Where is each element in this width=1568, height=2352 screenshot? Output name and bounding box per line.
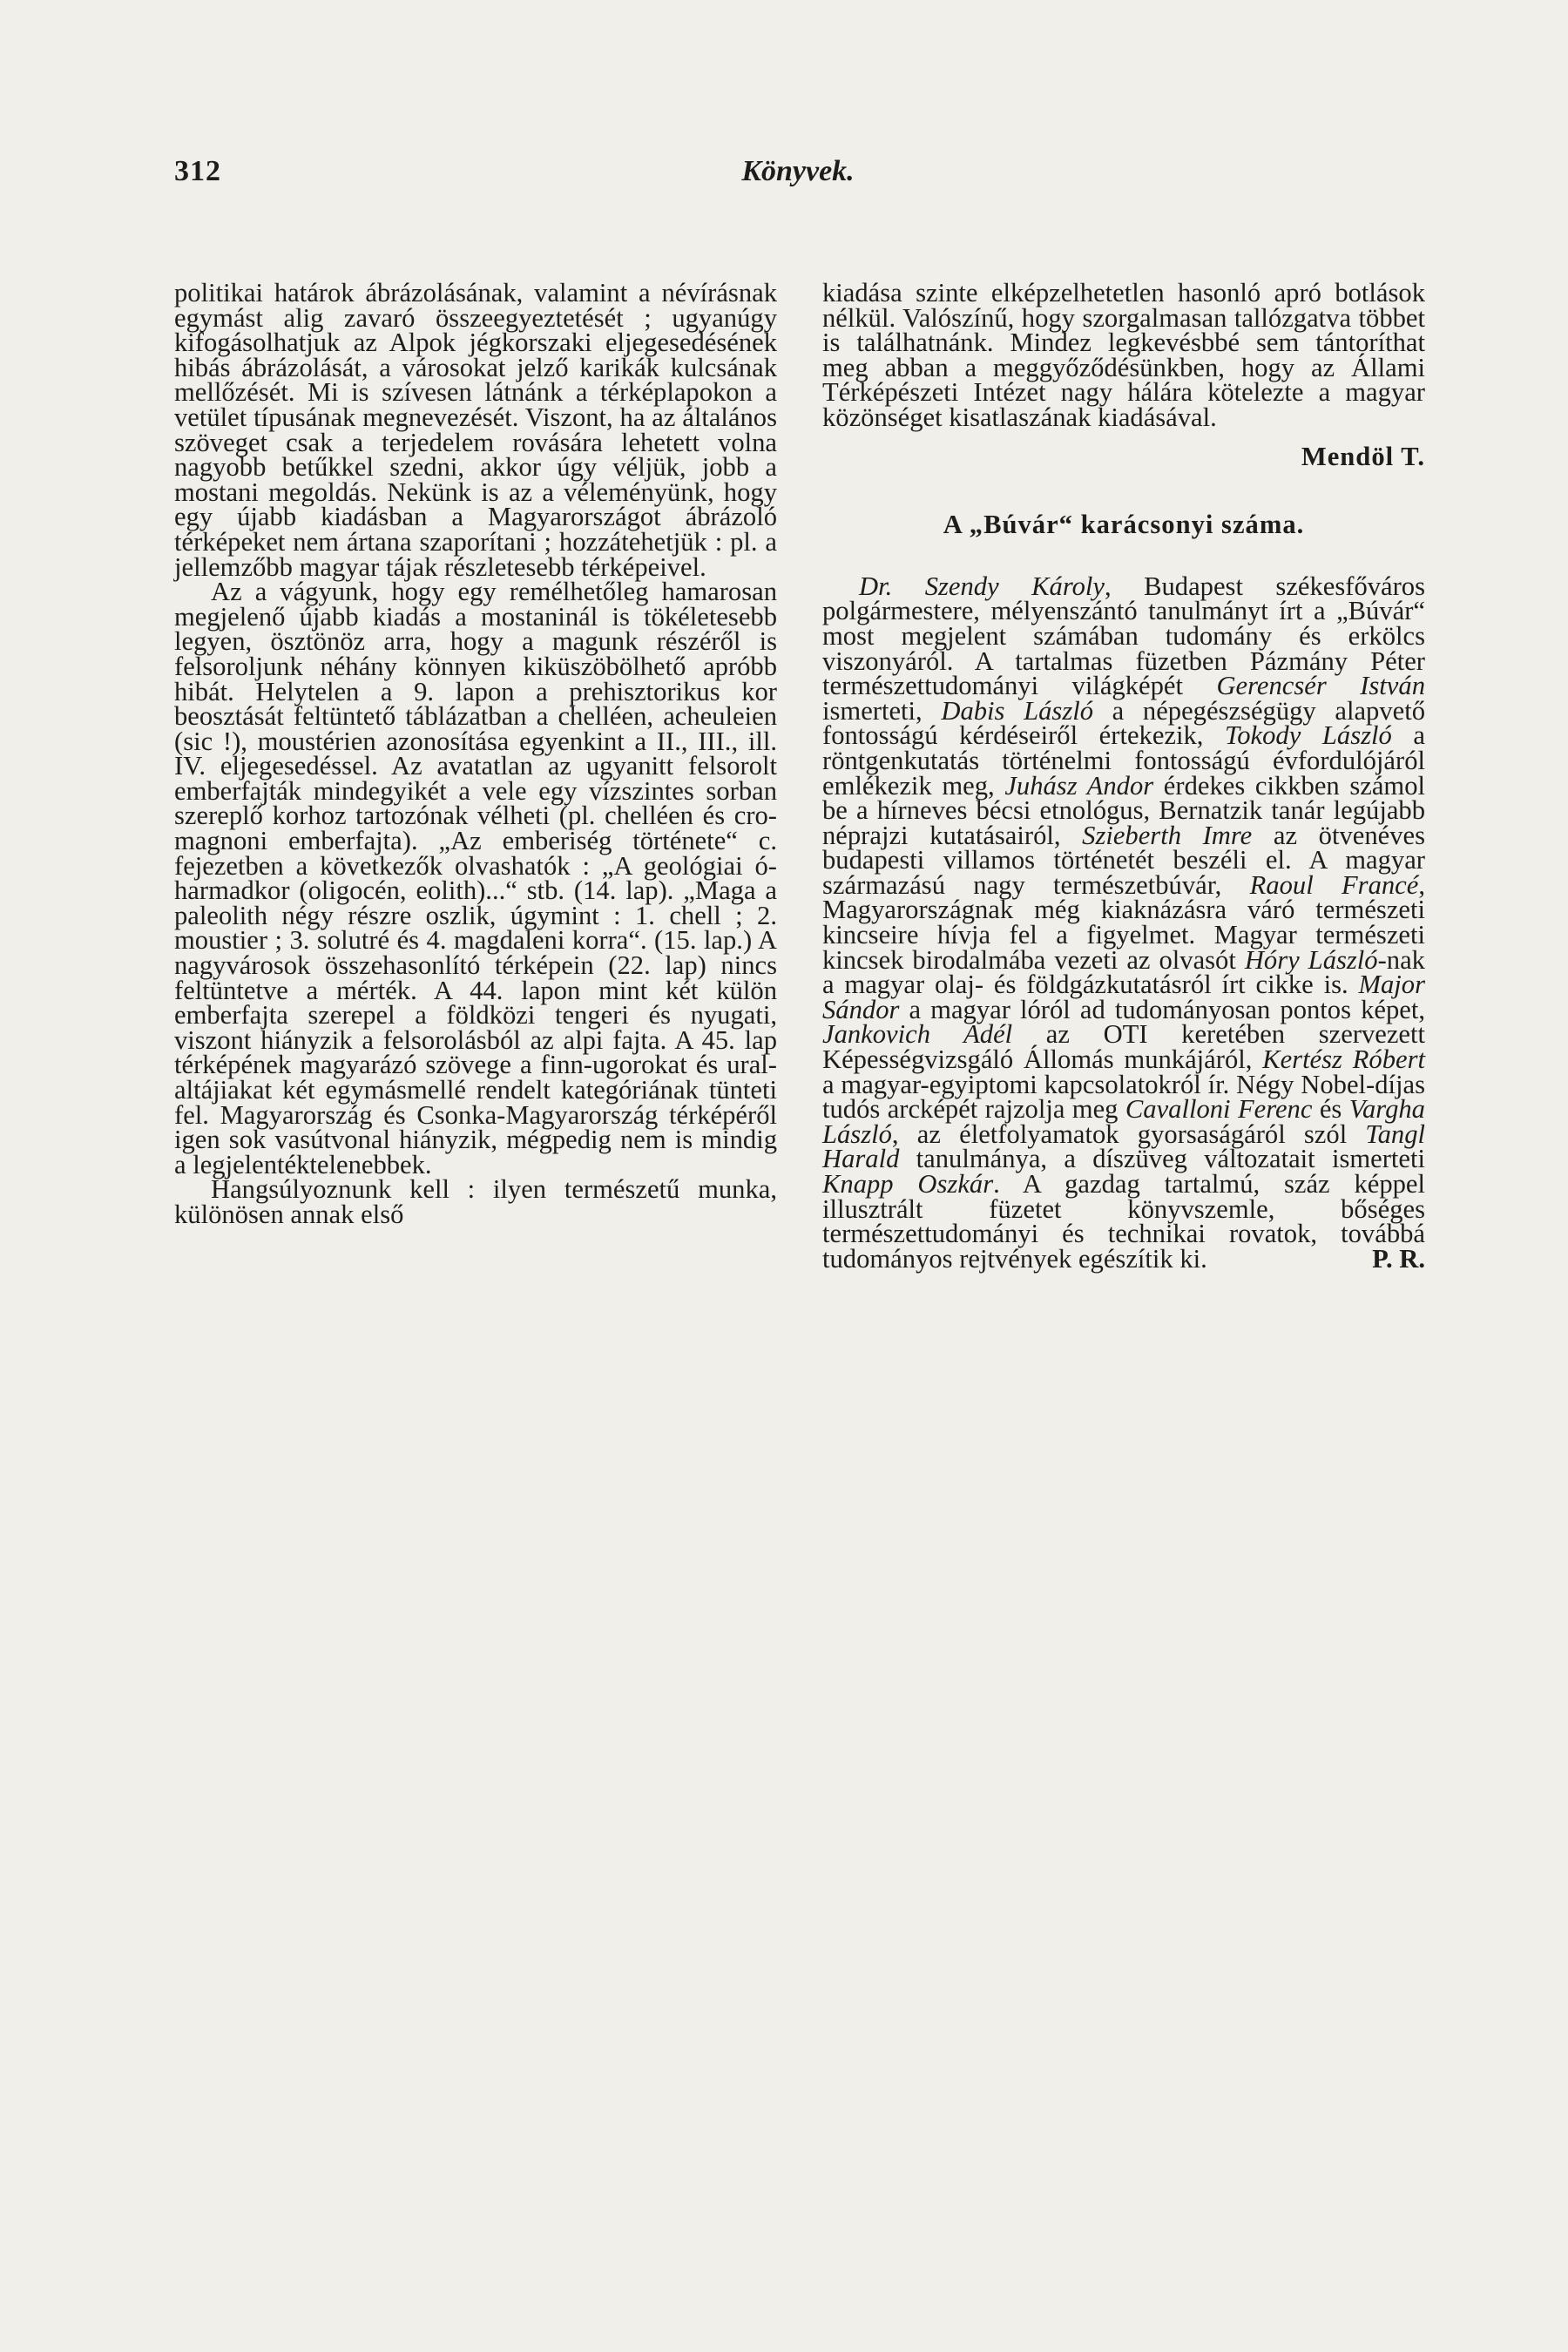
person-name: Hóry László (1244, 944, 1378, 975)
person-name: Juhász Andor (1004, 770, 1154, 801)
text-run: , az életfolyamatok gyorsaságáról szól (891, 1119, 1366, 1149)
right-paragraph-2 (822, 571, 1426, 1274)
page-header (174, 155, 1422, 199)
right-paragraph-1: kiadása szinte elképzelhetetlen hasonló apró botlások nélkül. Valószínű, hogy szorgalmasan tallózgatva többet is találhatnánk. Mindez legkevésbbé sem tántoríthat meg abban a meggyőződésünkben, hogy az Állami Térképészeti Intézet nagy hálára kötelezte a magyar közönséget kisatlaszának kiadásával. (822, 278, 1425, 432)
review-signature: Mendöl T. (1301, 441, 1425, 471)
person-name: Cavalloni Ferenc (1125, 1094, 1313, 1125)
text-run: érdekes cikkben számol be a hírneves bécsi etnológus, Bernatzik tanár legújabb néprajzi kutatásairól, (822, 770, 1426, 850)
left-paragraph-2: Az a vágyunk, hogy egy remélhetőleg hamarosan megjelenő újabb kiadás a mostaninál is tökéletesebb legyen, ösztönöz arra, hogy a magunk részéről is felsoroljunk néhány könnyen kiküszöbölhető apróbb hibát. Helytelen a 9. lapon a prehisztorikus kor beosztását feltüntető táblázatban a chelléen, acheuleien (sic !), moustérien azonosítása egyenkint a II., III., ill. IV. eljegesedéssel. Az avatatlan az ugyanitt felsorolt emberfajták mindegyikét a vele egy vízszintes sorban szereplő korhoz tartozónak vélheti (pl. chelléen és cro-magnoni emberfajta). „Az emberiség története“ c. fejezetben a következők olvashatók : „A geológiai ó-harmadkor (oligocén, eolith)...“ stb. (14. lap). „Maga a paleolith négy részre oszlik, úgymint : 1. chell ; 2. moustier ; 3. solutré és 4. magdaleni korra“. (15. lap.) A nagyvárosok összehasonlító térképein (22. lap) nincs feltüntetve a mérték. A 44. lapon mint két külön emberfajta szerepel a földközi tengeri és nyugati, viszont hiányzik a felsorolásból az alpi fajta. A 45. lap térképének magyarázó szövege a finn-ugorokat és ural-altájiakat két egymásmellé rendelt kategóriának tünteti fel. Magyarország és Csonka-Magyarország térképéről igen sok vasútvonal hiányzik, mégpedig nem is mindig a legjelentéktelenebbek. (174, 577, 777, 1179)
person-name: Dabis László (941, 695, 1094, 726)
text-run: a röntgenkutatás történelmi fontosságú évfordulójáról emlékezik meg, (822, 720, 1425, 801)
right-column (822, 278, 1426, 1274)
text-run: , Magyarországnak még kiaknázásra váró természeti kincseire hívja fel a figyelmet. Magyar természeti kincsek birodalmába vezeti az olvasót (822, 869, 1425, 975)
left-paragraph-1: politikai határok ábrázolásának, valamint a névírásnak egymást alig zavaró összeegyeztetését ; ugyanúgy kifogásolhatjuk az Alpok jégkorszaki eljegesedésének hibás ábrázolását, a városokat jelző karikák kulcsának mellőzését. Mi is szívesen látnánk a térképlapokon a vetület típusának megnevezését. Viszont, ha az általános szöveget csak a terjedelem rovására lehetett volna nagyobb betűkkel szedni, akkor úgy véljük, jobb a mostani megoldás. Nekünk is az a véleményünk, hogy egy újabb kiadásban a Magyarországot ábrázoló térképeket nem ártana szaporítani ; hozzátehetjük : pl. a jellemzőbb magyar tájak részletesebb térképeivel. (174, 278, 777, 582)
text-run: , Budapest székesfőváros polgármestere, mélyenszántó tanulmányt írt a „Búvár“ most megjelent számában tudomány és erkölcs viszonyáról. A tartalmas füzetben Pázmány Péter természettudományi világképét (822, 571, 1426, 701)
text-run: . A gazdag tartalmú, száz képpel illusztrált füzetet könyvszemle, bőséges természettudományi és technikai rovatok, továbbá tudományos rejtvények egészítik ki. (822, 1169, 1425, 1274)
text-run: -nak a magyar olaj- és földgázkutatásról írt cikke is. (822, 944, 1425, 1000)
person-name: Knapp Oszkár (822, 1169, 994, 1199)
left-paragraph-3: Hangsúlyoznunk kell : ilyen természetű munka, különösen annak első (174, 1174, 777, 1229)
person-name: Dr. Szendy Károly (859, 571, 1105, 601)
text-run: az OTI keretében szervezett Képességvizsgáló Állomás munkájáról, (822, 1019, 1425, 1075)
text-run: a magyar lóról ad tudományosan pontos képet, (899, 994, 1425, 1024)
text-run: a népegészségügy alapvető fontosságú kérdéseiről értekezik, (822, 695, 1425, 751)
text-run: ismerteti, (822, 695, 942, 726)
person-name: Major Sándor (822, 970, 1425, 1024)
person-name: Tokody László (1225, 720, 1392, 751)
text-run: és (1312, 1094, 1349, 1125)
text-run: tanulmánya, a díszüveg változatait ismerteti (899, 1144, 1425, 1174)
article-signature: P. R. (1372, 1243, 1425, 1274)
person-name: Raoul Francé (1249, 869, 1419, 900)
person-name: Tangl Harald (822, 1119, 1425, 1174)
page-number: 312 (174, 155, 221, 187)
person-name: Vargha László (822, 1094, 1425, 1149)
person-name: Kertész Róbert (1262, 1044, 1425, 1075)
section-title: A „Búvár“ karácsonyi száma. (943, 510, 1305, 540)
left-column (174, 280, 777, 1227)
person-name: Gerencsér István (1216, 671, 1425, 701)
person-name: Jankovich Adél (822, 1019, 1013, 1050)
text-run: az ötvenéves budapesti villamos történetét beszéli el. A magyar származású nagy természetbúvár, (822, 820, 1426, 900)
running-title: Könyvek. (741, 155, 855, 187)
text-run: a magyar-egyiptomi kapcsolatokról ír. Négy Nobel-díjas tudós arcképét rajzolja meg (822, 1069, 1425, 1125)
person-name: Szieberth Imre (1082, 820, 1253, 850)
